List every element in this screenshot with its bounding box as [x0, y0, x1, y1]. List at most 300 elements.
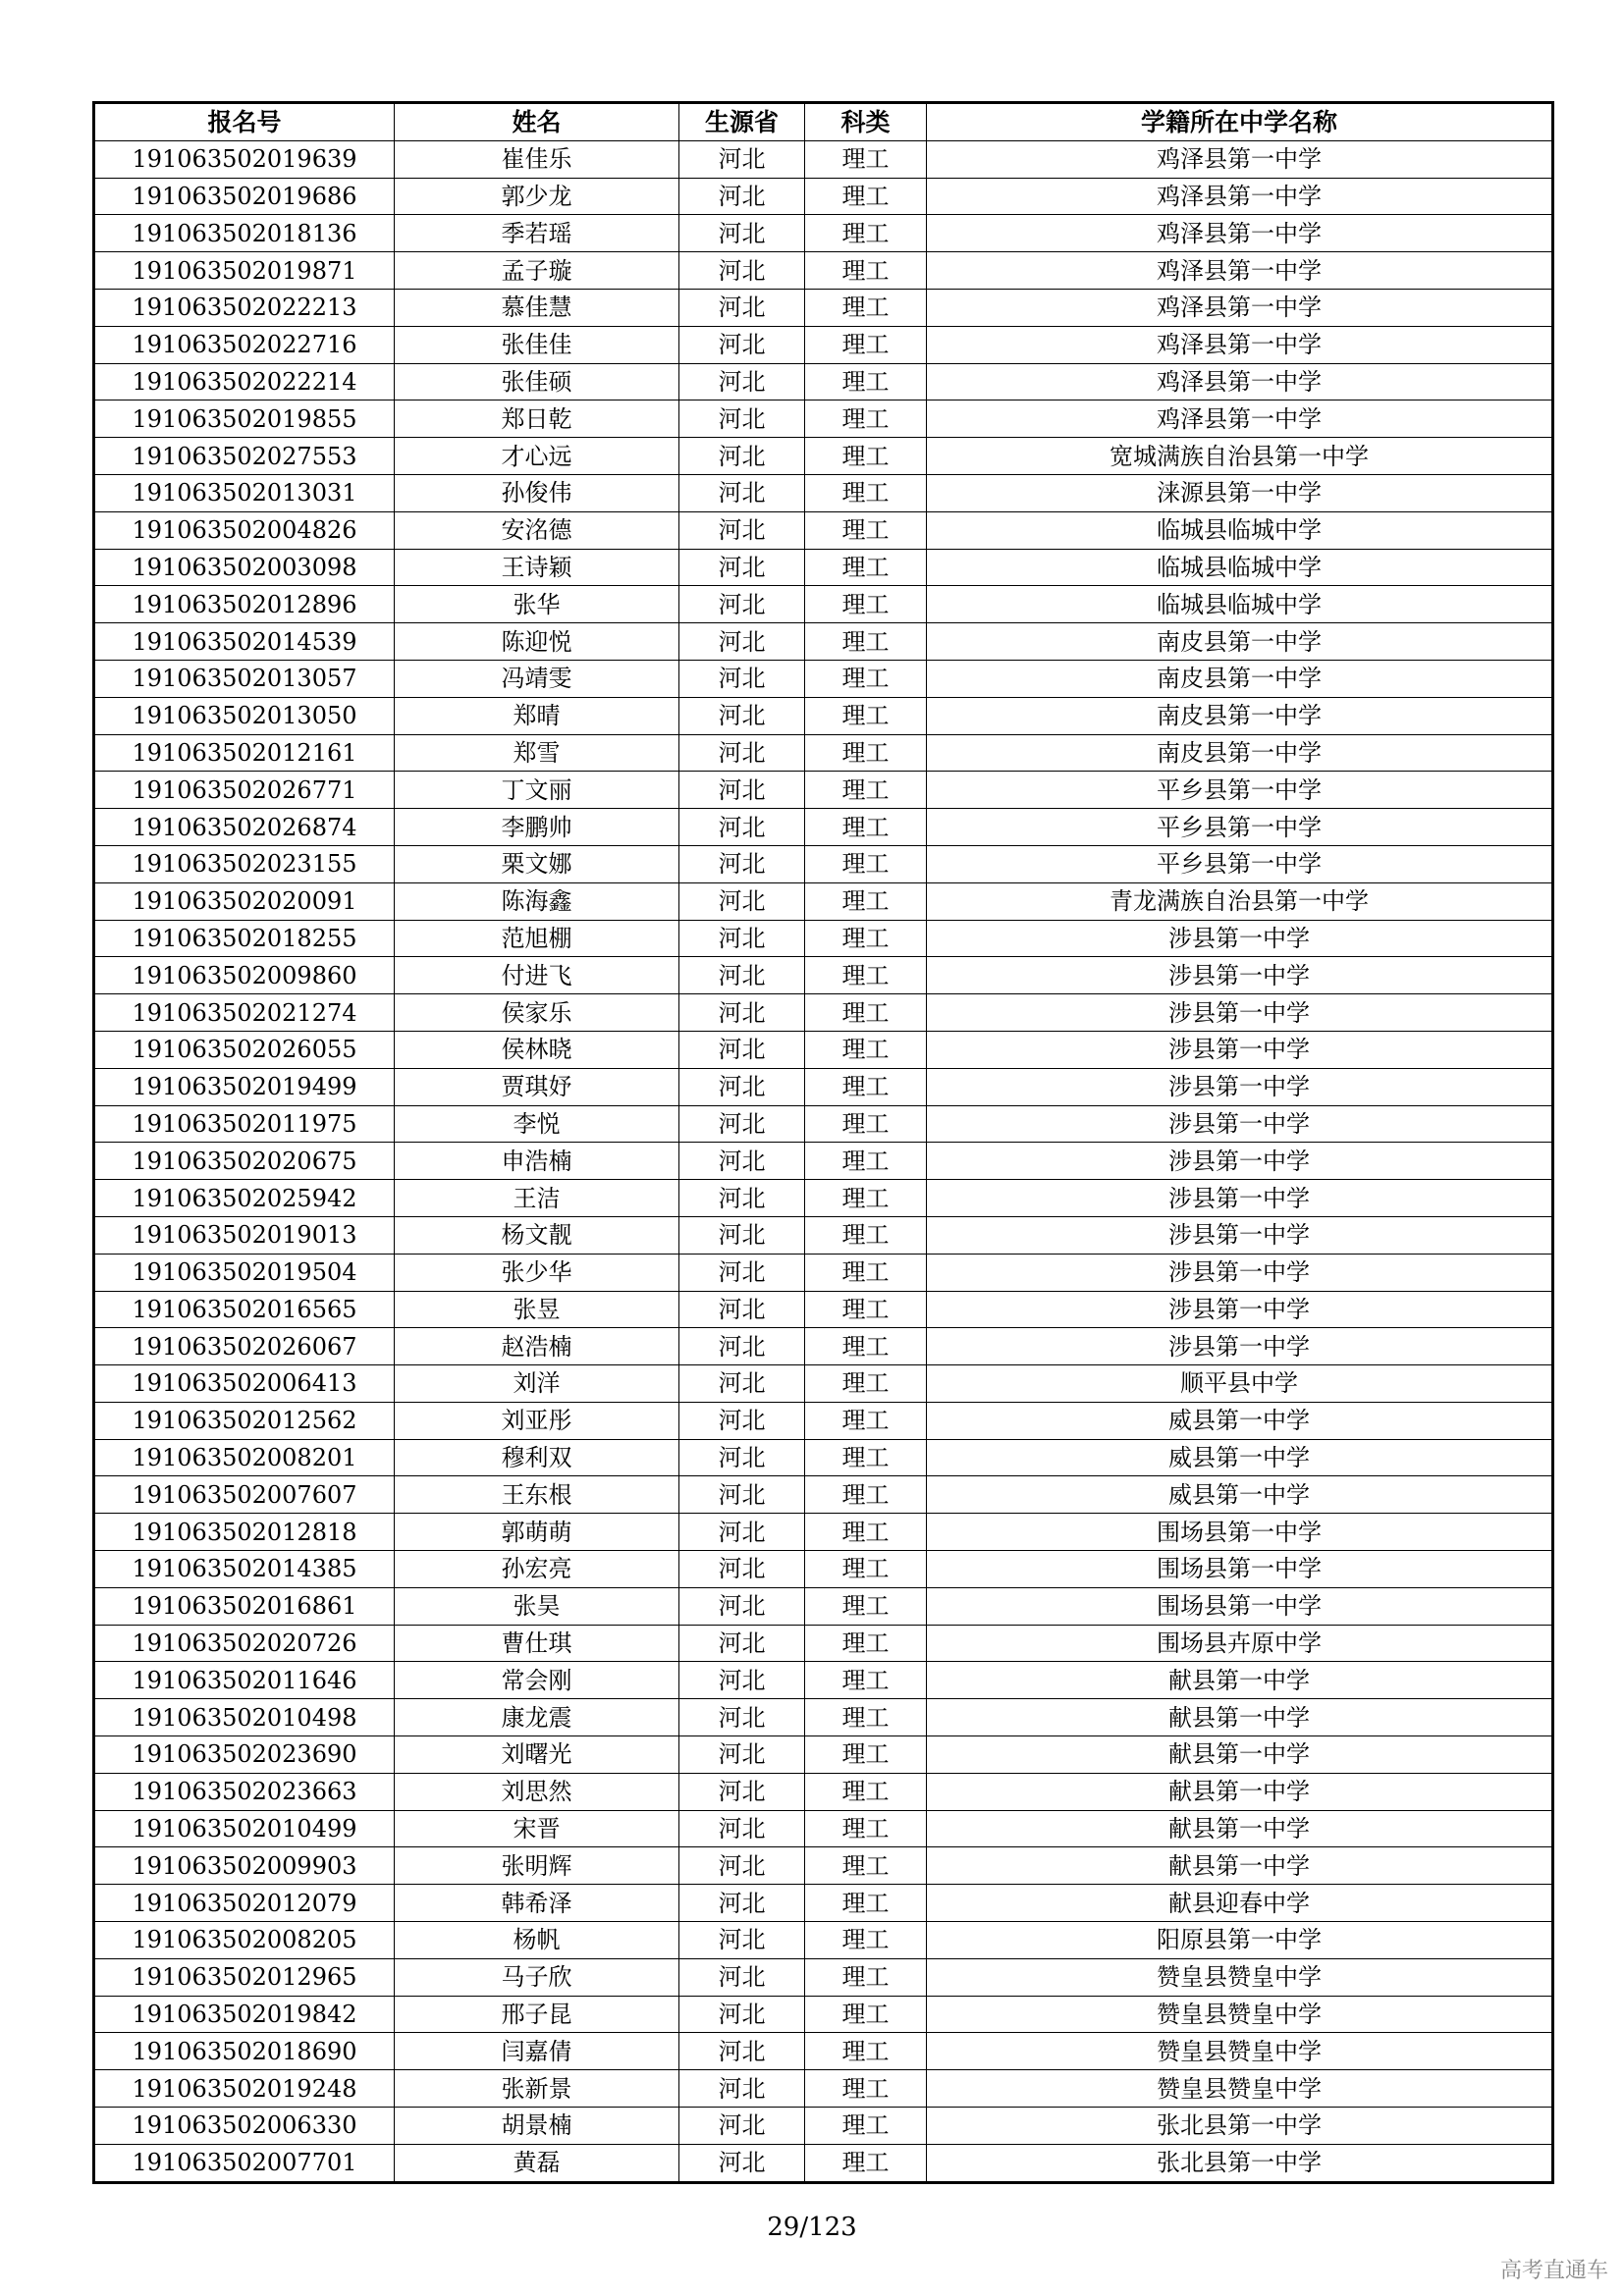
table-row: [94, 1514, 1553, 1551]
cell-subject-category: 理工: [805, 1958, 927, 1996]
cell-school-name: 南皮县第一中学: [927, 623, 1553, 661]
cell-registration-number: 191063502012161: [94, 734, 395, 772]
table-row: [94, 2033, 1553, 2070]
table-row: [94, 1885, 1553, 1922]
cell-province: 河北: [679, 1180, 805, 1217]
table-row: [94, 1736, 1553, 1774]
cell-name: 康龙震: [395, 1699, 679, 1736]
cell-name: 黄磊: [395, 2144, 679, 2182]
cell-province: 河北: [679, 1699, 805, 1736]
cell-name: 刘亚彤: [395, 1402, 679, 1439]
cell-registration-number: 191063502023690: [94, 1736, 395, 1774]
cell-school-name: 涉县第一中学: [927, 1031, 1553, 1068]
cell-province: 河北: [679, 1328, 805, 1365]
cell-registration-number: 191063502020091: [94, 882, 395, 920]
table-row: [94, 178, 1553, 215]
cell-school-name: 赞皇县赞皇中学: [927, 1996, 1553, 2033]
cell-name: 张华: [395, 586, 679, 623]
cell-province: 河北: [679, 697, 805, 734]
table-row: [94, 1662, 1553, 1699]
table-row: [94, 511, 1553, 549]
cell-name: 栗文娜: [395, 845, 679, 882]
cell-school-name: 涉县第一中学: [927, 1105, 1553, 1143]
cell-name: 冯靖雯: [395, 660, 679, 697]
cell-name: 张昱: [395, 1291, 679, 1328]
header-name: 姓名: [395, 103, 679, 141]
cell-school-name: 涉县第一中学: [927, 1328, 1553, 1365]
table-row: [94, 697, 1553, 734]
cell-province: 河北: [679, 734, 805, 772]
cell-subject-category: 理工: [805, 586, 927, 623]
cell-school-name: 南皮县第一中学: [927, 734, 1553, 772]
cell-subject-category: 理工: [805, 697, 927, 734]
cell-school-name: 鸡泽县第一中学: [927, 215, 1553, 252]
cell-school-name: 献县第一中学: [927, 1736, 1553, 1774]
cell-name: 张新景: [395, 2070, 679, 2108]
cell-registration-number: 191063502012079: [94, 1885, 395, 1922]
cell-name: 常会刚: [395, 1662, 679, 1699]
cell-registration-number: 191063502018255: [94, 920, 395, 957]
cell-registration-number: 191063502008205: [94, 1922, 395, 1959]
cell-school-name: 围场县第一中学: [927, 1587, 1553, 1625]
cell-province: 河北: [679, 1439, 805, 1476]
cell-name: 郑晴: [395, 697, 679, 734]
cell-name: 刘思然: [395, 1773, 679, 1810]
cell-subject-category: 理工: [805, 2144, 927, 2182]
cell-school-name: 鸡泽县第一中学: [927, 326, 1553, 363]
cell-registration-number: 191063502019639: [94, 140, 395, 178]
cell-province: 河北: [679, 438, 805, 475]
cell-province: 河北: [679, 882, 805, 920]
cell-name: 侯家乐: [395, 994, 679, 1032]
cell-school-name: 献县第一中学: [927, 1847, 1553, 1885]
cell-subject-category: 理工: [805, 1105, 927, 1143]
cell-school-name: 献县第一中学: [927, 1810, 1553, 1847]
table-row: [94, 289, 1553, 326]
table-row: [94, 474, 1553, 511]
cell-subject-category: 理工: [805, 1291, 927, 1328]
cell-province: 河北: [679, 2033, 805, 2070]
cell-subject-category: 理工: [805, 2070, 927, 2108]
cell-province: 河北: [679, 994, 805, 1032]
cell-name: 王洁: [395, 1180, 679, 1217]
table-row: [94, 549, 1553, 586]
cell-name: 陈迎悦: [395, 623, 679, 661]
cell-subject-category: 理工: [805, 2033, 927, 2070]
cell-province: 河北: [679, 1254, 805, 1291]
cell-name: 郑日乾: [395, 400, 679, 438]
table-row: [94, 1068, 1553, 1105]
cell-registration-number: 191063502027553: [94, 438, 395, 475]
table-row: [94, 1773, 1553, 1810]
cell-subject-category: 理工: [805, 215, 927, 252]
cell-school-name: 顺平县中学: [927, 1365, 1553, 1403]
cell-subject-category: 理工: [805, 1587, 927, 1625]
cell-school-name: 献县第一中学: [927, 1773, 1553, 1810]
cell-province: 河北: [679, 2108, 805, 2145]
table-row: [94, 215, 1553, 252]
table-header-row: [94, 103, 1553, 141]
cell-province: 河北: [679, 623, 805, 661]
cell-name: 张佳硕: [395, 363, 679, 400]
cell-subject-category: 理工: [805, 400, 927, 438]
table-row: [94, 586, 1553, 623]
table-row: [94, 326, 1553, 363]
table-row: [94, 1402, 1553, 1439]
table-row: [94, 1847, 1553, 1885]
cell-subject-category: 理工: [805, 1143, 927, 1180]
cell-school-name: 南皮县第一中学: [927, 697, 1553, 734]
cell-registration-number: 191063502009903: [94, 1847, 395, 1885]
admission-list-table: [92, 101, 1554, 2184]
cell-province: 河北: [679, 289, 805, 326]
cell-province: 河北: [679, 1365, 805, 1403]
cell-province: 河北: [679, 178, 805, 215]
cell-name: 陈海鑫: [395, 882, 679, 920]
cell-name: 穆利双: [395, 1439, 679, 1476]
cell-school-name: 围场县第一中学: [927, 1514, 1553, 1551]
cell-name: 刘曙光: [395, 1736, 679, 1774]
cell-school-name: 阳原县第一中学: [927, 1922, 1553, 1959]
cell-registration-number: 191063502013050: [94, 697, 395, 734]
cell-subject-category: 理工: [805, 1365, 927, 1403]
cell-subject-category: 理工: [805, 1180, 927, 1217]
cell-school-name: 鸡泽县第一中学: [927, 363, 1553, 400]
cell-province: 河北: [679, 1402, 805, 1439]
cell-name: 杨文靓: [395, 1216, 679, 1254]
cell-name: 张佳佳: [395, 326, 679, 363]
table-row: [94, 1216, 1553, 1254]
cell-subject-category: 理工: [805, 1885, 927, 1922]
cell-subject-category: 理工: [805, 1439, 927, 1476]
header-registration-number: 报名号: [94, 103, 395, 141]
cell-province: 河北: [679, 1216, 805, 1254]
table-row: [94, 1699, 1553, 1736]
table-row: [94, 252, 1553, 290]
cell-registration-number: 191063502023155: [94, 845, 395, 882]
cell-province: 河北: [679, 326, 805, 363]
cell-name: 杨帆: [395, 1922, 679, 1959]
cell-registration-number: 191063502012562: [94, 1402, 395, 1439]
table-row: [94, 1922, 1553, 1959]
table-row: [94, 1587, 1553, 1625]
cell-registration-number: 191063502020675: [94, 1143, 395, 1180]
cell-registration-number: 191063502006413: [94, 1365, 395, 1403]
table-row: [94, 623, 1553, 661]
cell-registration-number: 191063502019504: [94, 1254, 395, 1291]
cell-school-name: 赞皇县赞皇中学: [927, 1958, 1553, 1996]
cell-school-name: 赞皇县赞皇中学: [927, 2070, 1553, 2108]
cell-subject-category: 理工: [805, 1068, 927, 1105]
cell-name: 慕佳慧: [395, 289, 679, 326]
table-row: [94, 1143, 1553, 1180]
cell-registration-number: 191063502019871: [94, 252, 395, 290]
cell-school-name: 张北县第一中学: [927, 2144, 1553, 2182]
cell-province: 河北: [679, 2070, 805, 2108]
cell-name: 才心远: [395, 438, 679, 475]
cell-registration-number: 191063502019842: [94, 1996, 395, 2033]
table-row: [94, 1254, 1553, 1291]
cell-school-name: 涉县第一中学: [927, 1180, 1553, 1217]
cell-name: 王诗颖: [395, 549, 679, 586]
cell-subject-category: 理工: [805, 140, 927, 178]
cell-name: 张明辉: [395, 1847, 679, 1885]
cell-province: 河北: [679, 400, 805, 438]
cell-school-name: 威县第一中学: [927, 1402, 1553, 1439]
cell-province: 河北: [679, 1662, 805, 1699]
watermark-text: 高考直通车: [1499, 2259, 1608, 2283]
page-number: 29/123: [767, 2213, 857, 2242]
cell-registration-number: 191063502014385: [94, 1551, 395, 1588]
cell-name: 马子欣: [395, 1958, 679, 1996]
cell-province: 河北: [679, 1514, 805, 1551]
cell-subject-category: 理工: [805, 363, 927, 400]
cell-name: 孙宏亮: [395, 1551, 679, 1588]
cell-subject-category: 理工: [805, 1476, 927, 1514]
cell-subject-category: 理工: [805, 2108, 927, 2145]
cell-name: 王东根: [395, 1476, 679, 1514]
table-row: [94, 2070, 1553, 2108]
cell-subject-category: 理工: [805, 326, 927, 363]
cell-province: 河北: [679, 252, 805, 290]
table-row: [94, 1810, 1553, 1847]
table-row: [94, 363, 1553, 400]
cell-registration-number: 191063502006330: [94, 2108, 395, 2145]
cell-registration-number: 191063502026874: [94, 809, 395, 846]
cell-school-name: 涉县第一中学: [927, 1291, 1553, 1328]
cell-subject-category: 理工: [805, 1031, 927, 1068]
cell-province: 河北: [679, 772, 805, 809]
cell-registration-number: 191063502016565: [94, 1291, 395, 1328]
cell-registration-number: 191063502012896: [94, 586, 395, 623]
table-row: [94, 660, 1553, 697]
cell-subject-category: 理工: [805, 882, 927, 920]
cell-school-name: 鸡泽县第一中学: [927, 252, 1553, 290]
cell-school-name: 献县第一中学: [927, 1699, 1553, 1736]
cell-name: 贾琪妤: [395, 1068, 679, 1105]
cell-province: 河北: [679, 1958, 805, 1996]
cell-registration-number: 191063502026771: [94, 772, 395, 809]
cell-subject-category: 理工: [805, 660, 927, 697]
cell-subject-category: 理工: [805, 1996, 927, 2033]
cell-name: 韩希泽: [395, 1885, 679, 1922]
cell-subject-category: 理工: [805, 1551, 927, 1588]
table-row: [94, 1476, 1553, 1514]
cell-school-name: 鸡泽县第一中学: [927, 140, 1553, 178]
cell-name: 侯林晓: [395, 1031, 679, 1068]
cell-name: 张昊: [395, 1587, 679, 1625]
cell-registration-number: 191063502020726: [94, 1625, 395, 1662]
cell-subject-category: 理工: [805, 809, 927, 846]
table-row: [94, 957, 1553, 994]
cell-school-name: 南皮县第一中学: [927, 660, 1553, 697]
cell-subject-category: 理工: [805, 1922, 927, 1959]
cell-subject-category: 理工: [805, 1254, 927, 1291]
cell-registration-number: 191063502026055: [94, 1031, 395, 1068]
table-row: [94, 1365, 1553, 1403]
cell-name: 闫嘉倩: [395, 2033, 679, 2070]
table-row: [94, 1105, 1553, 1143]
cell-registration-number: 191063502010498: [94, 1699, 395, 1736]
cell-subject-category: 理工: [805, 1810, 927, 1847]
cell-name: 刘洋: [395, 1365, 679, 1403]
cell-name: 季若瑶: [395, 215, 679, 252]
cell-registration-number: 191063502007607: [94, 1476, 395, 1514]
cell-name: 范旭棚: [395, 920, 679, 957]
cell-school-name: 威县第一中学: [927, 1439, 1553, 1476]
cell-subject-category: 理工: [805, 289, 927, 326]
cell-province: 河北: [679, 1068, 805, 1105]
table-row: [94, 140, 1553, 178]
table-row: [94, 2144, 1553, 2182]
cell-registration-number: 191063502004826: [94, 511, 395, 549]
cell-name: 崔佳乐: [395, 140, 679, 178]
cell-name: 孙俊伟: [395, 474, 679, 511]
cell-school-name: 鸡泽县第一中学: [927, 289, 1553, 326]
cell-province: 河北: [679, 1291, 805, 1328]
cell-subject-category: 理工: [805, 734, 927, 772]
cell-province: 河北: [679, 660, 805, 697]
cell-province: 河北: [679, 1736, 805, 1774]
cell-registration-number: 191063502013031: [94, 474, 395, 511]
cell-province: 河北: [679, 1996, 805, 2033]
cell-school-name: 临城县临城中学: [927, 511, 1553, 549]
cell-province: 河北: [679, 586, 805, 623]
cell-subject-category: 理工: [805, 178, 927, 215]
cell-registration-number: 191063502023663: [94, 1773, 395, 1810]
cell-registration-number: 191063502019499: [94, 1068, 395, 1105]
cell-registration-number: 191063502026067: [94, 1328, 395, 1365]
table-row: [94, 1439, 1553, 1476]
cell-province: 河北: [679, 1847, 805, 1885]
cell-subject-category: 理工: [805, 1662, 927, 1699]
header-school-name: 学籍所在中学名称: [927, 103, 1553, 141]
cell-subject-category: 理工: [805, 1625, 927, 1662]
table-row: [94, 1551, 1553, 1588]
cell-subject-category: 理工: [805, 474, 927, 511]
table-row: [94, 845, 1553, 882]
cell-name: 郭萌萌: [395, 1514, 679, 1551]
cell-name: 郑雪: [395, 734, 679, 772]
cell-province: 河北: [679, 1587, 805, 1625]
cell-school-name: 涉县第一中学: [927, 957, 1553, 994]
cell-registration-number: 191063502012818: [94, 1514, 395, 1551]
cell-province: 河北: [679, 215, 805, 252]
cell-registration-number: 191063502011646: [94, 1662, 395, 1699]
cell-school-name: 威县第一中学: [927, 1476, 1553, 1514]
cell-school-name: 涉县第一中学: [927, 920, 1553, 957]
table-row: [94, 734, 1553, 772]
cell-province: 河北: [679, 2144, 805, 2182]
cell-school-name: 涉县第一中学: [927, 1068, 1553, 1105]
cell-name: 赵浩楠: [395, 1328, 679, 1365]
cell-subject-category: 理工: [805, 1216, 927, 1254]
cell-subject-category: 理工: [805, 920, 927, 957]
cell-subject-category: 理工: [805, 1514, 927, 1551]
cell-registration-number: 191063502009860: [94, 957, 395, 994]
cell-province: 河北: [679, 1143, 805, 1180]
table-row: [94, 809, 1553, 846]
cell-name: 申浩楠: [395, 1143, 679, 1180]
cell-province: 河北: [679, 1476, 805, 1514]
cell-school-name: 临城县临城中学: [927, 549, 1553, 586]
table-row: [94, 400, 1553, 438]
cell-province: 河北: [679, 920, 805, 957]
cell-name: 郭少龙: [395, 178, 679, 215]
cell-province: 河北: [679, 511, 805, 549]
cell-subject-category: 理工: [805, 1699, 927, 1736]
cell-school-name: 青龙满族自治县第一中学: [927, 882, 1553, 920]
cell-name: 丁文丽: [395, 772, 679, 809]
cell-province: 河北: [679, 140, 805, 178]
table-row: [94, 920, 1553, 957]
cell-subject-category: 理工: [805, 1402, 927, 1439]
cell-subject-category: 理工: [805, 772, 927, 809]
cell-province: 河北: [679, 1885, 805, 1922]
cell-school-name: 赞皇县赞皇中学: [927, 2033, 1553, 2070]
cell-name: 安洺德: [395, 511, 679, 549]
cell-subject-category: 理工: [805, 252, 927, 290]
cell-province: 河北: [679, 957, 805, 994]
cell-school-name: 平乡县第一中学: [927, 809, 1553, 846]
cell-school-name: 平乡县第一中学: [927, 772, 1553, 809]
cell-school-name: 围场县卉原中学: [927, 1625, 1553, 1662]
cell-name: 邢子昆: [395, 1996, 679, 2033]
table-row: [94, 1180, 1553, 1217]
cell-school-name: 涉县第一中学: [927, 994, 1553, 1032]
cell-subject-category: 理工: [805, 845, 927, 882]
cell-registration-number: 191063502011975: [94, 1105, 395, 1143]
table-row: [94, 1625, 1553, 1662]
cell-province: 河北: [679, 1551, 805, 1588]
cell-name: 张少华: [395, 1254, 679, 1291]
cell-subject-category: 理工: [805, 549, 927, 586]
cell-subject-category: 理工: [805, 438, 927, 475]
cell-school-name: 涞源县第一中学: [927, 474, 1553, 511]
table-body: [94, 140, 1553, 2182]
cell-subject-category: 理工: [805, 994, 927, 1032]
cell-name: 孟子璇: [395, 252, 679, 290]
cell-province: 河北: [679, 363, 805, 400]
cell-subject-category: 理工: [805, 957, 927, 994]
cell-name: 付进飞: [395, 957, 679, 994]
cell-school-name: 献县第一中学: [927, 1662, 1553, 1699]
cell-school-name: 平乡县第一中学: [927, 845, 1553, 882]
cell-school-name: 宽城满族自治县第一中学: [927, 438, 1553, 475]
cell-school-name: 围场县第一中学: [927, 1551, 1553, 1588]
cell-registration-number: 191063502019855: [94, 400, 395, 438]
cell-school-name: 张北县第一中学: [927, 2108, 1553, 2145]
cell-province: 河北: [679, 845, 805, 882]
cell-province: 河北: [679, 1810, 805, 1847]
cell-registration-number: 191063502025942: [94, 1180, 395, 1217]
table-row: [94, 772, 1553, 809]
cell-name: 胡景楠: [395, 2108, 679, 2145]
cell-registration-number: 191063502019248: [94, 2070, 395, 2108]
cell-province: 河北: [679, 809, 805, 846]
cell-registration-number: 191063502018136: [94, 215, 395, 252]
cell-name: 李悦: [395, 1105, 679, 1143]
cell-subject-category: 理工: [805, 1328, 927, 1365]
cell-school-name: 鸡泽县第一中学: [927, 400, 1553, 438]
header-subject-category: 科类: [805, 103, 927, 141]
cell-registration-number: 191063502003098: [94, 549, 395, 586]
table-row: [94, 1291, 1553, 1328]
admission-list-table-container: [92, 101, 1551, 2184]
cell-subject-category: 理工: [805, 511, 927, 549]
cell-registration-number: 191063502019013: [94, 1216, 395, 1254]
cell-school-name: 献县迎春中学: [927, 1885, 1553, 1922]
